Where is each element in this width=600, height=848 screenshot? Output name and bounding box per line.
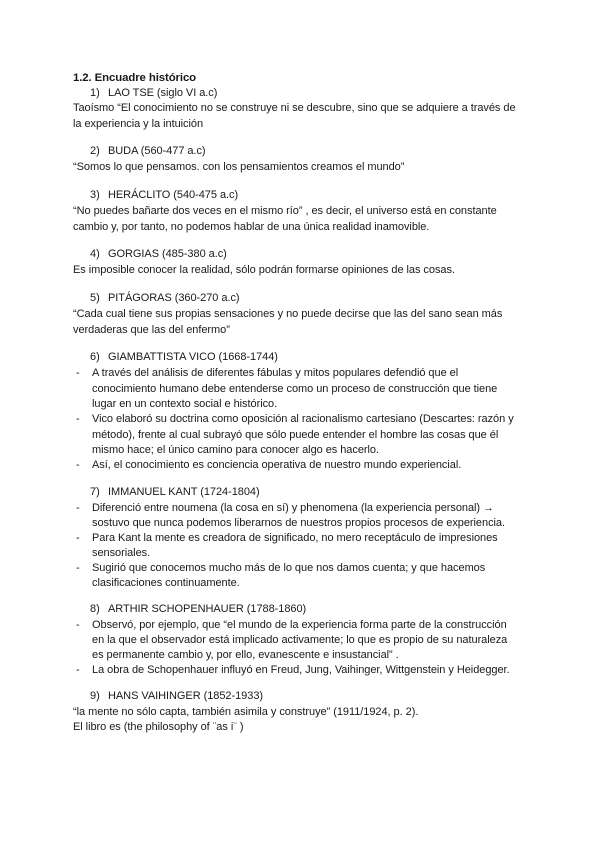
- bullet-line: A través del análisis de diferentes fábulas y mitos populares defendió que el: [92, 367, 459, 379]
- entry-text-line: Es imposible conocer la realidad, sólo podrán formarse opiniones de las cosas.: [73, 264, 455, 276]
- bullet-line: lugar en un contexto social e histórico.: [92, 398, 278, 410]
- entry-title: IMMANUEL KANT (1724-1804): [108, 486, 260, 498]
- bullet-line: Vico elaboró su doctrina como oposición al racionalismo cartesiano (Descartes: razón y: [92, 413, 514, 425]
- entry-number: 9): [90, 690, 100, 702]
- bullet-line: Observó, por ejemplo, que “el mundo de la experiencia forma parte de la construcción: [92, 619, 507, 631]
- bullet-line: mismo hace; el único camino para conocer algo es hacerlo.: [92, 444, 379, 456]
- bullet-line: Para Kant la mente es creadora de significado, no mero receptáculo de impresiones: [92, 532, 498, 544]
- entry-text-line: El libro es (the philosophy of ¨as i¨ ): [73, 721, 244, 733]
- bullet-dash-icon: -: [76, 413, 80, 425]
- entry-number: 1): [90, 87, 100, 99]
- entry-title: GIAMBATTISTA VICO (1668-1744): [108, 351, 278, 363]
- entry-text-line: verdaderas que las del enfermo”: [73, 324, 230, 336]
- section-heading: 1.2. Encuadre histórico: [73, 72, 197, 84]
- entry-number: 5): [90, 292, 100, 304]
- bullet-line: Así, el conocimiento es conciencia operativa de nuestro mundo experiencial.: [92, 459, 462, 471]
- bullet-line: sostuvo que nunca podemos liberarnos de nuestros propios procesos de experiencia.: [92, 517, 505, 529]
- bullet-line: método), frente al cual subrayó que sólo puede entender el hombre las cosas que él: [92, 429, 499, 441]
- entry-text-line: “Cada cual tiene sus propias sensaciones y no puede decirse que las del sano sean más: [73, 308, 503, 320]
- entry-title: HERÁCLITO (540-475 a.c): [108, 189, 239, 201]
- bullet-line: La obra de Schopenhauer influyó en Freud, Jung, Vaihinger, Wittgenstein y Heidegger.: [92, 664, 510, 676]
- entry-text-line: la experiencia y la intuición: [73, 118, 204, 130]
- entry-number: 2): [90, 145, 100, 157]
- bullet-dash-icon: -: [76, 459, 80, 471]
- entry-title: GORGIAS (485-380 a.c): [108, 248, 227, 260]
- entry-number: 7): [90, 486, 100, 498]
- bullet-dash-icon: -: [76, 367, 80, 379]
- entry-title: BUDA (560-477 a.c): [108, 145, 206, 157]
- entry-text-line: “No puedes bañarte dos veces en el mismo río” , es decir, el universo está en constante: [73, 205, 497, 217]
- entry-text-line: cambio y, por tanto, no podemos hablar de una única realidad inamovible.: [73, 221, 430, 233]
- entry-title: LAO TSE (siglo VI a.c): [108, 87, 218, 99]
- bullet-dash-icon: -: [76, 562, 80, 574]
- bullet-dash-icon: -: [76, 619, 80, 631]
- entry-text-line: Taoísmo “El conocimiento no se construye ni se descubre, sino que se adquiere a través de: [73, 102, 516, 114]
- entry-text-line: “Somos lo que pensamos. con los pensamientos creamos el mundo”: [73, 161, 405, 173]
- bullet-dash-icon: -: [76, 664, 80, 676]
- bullet-dash-icon: -: [76, 532, 80, 544]
- entry-number: 4): [90, 248, 100, 260]
- entry-number: 6): [90, 351, 100, 363]
- entry-title: HANS VAIHINGER (1852-1933): [108, 690, 263, 702]
- entry-number: 8): [90, 603, 100, 615]
- entry-number: 3): [90, 189, 100, 201]
- bullet-line: sensoriales.: [92, 547, 151, 559]
- entry-title: PITÁGORAS (360-270 a.c): [108, 292, 240, 304]
- bullet-line: es permanente cambio y, por ello, evanescente e insustancial” .: [92, 649, 399, 661]
- bullet-line: Sugirió que conocemos mucho más de lo que nos damos cuenta; y que hacemos: [92, 562, 486, 574]
- entry-title: ARTHIR SCHOPENHAUER (1788-1860): [108, 603, 307, 615]
- bullet-line: en la que el observador está implicado activamente; lo que es propio de su naturaleza: [92, 634, 508, 646]
- entry-text-line: “la mente no sólo capta, también asimila y construye” (1911/1924, p. 2).: [73, 706, 419, 718]
- bullet-dash-icon: -: [76, 502, 80, 514]
- bullet-line: clasificaciones continuamente.: [92, 577, 240, 589]
- bullet-line: Diferenció entre noumena (la cosa en sí) y phenomena (la experiencia personal) →: [92, 502, 494, 514]
- bullet-line: conocimiento humano debe entenderse como un proceso de construcción que tiene: [92, 383, 498, 395]
